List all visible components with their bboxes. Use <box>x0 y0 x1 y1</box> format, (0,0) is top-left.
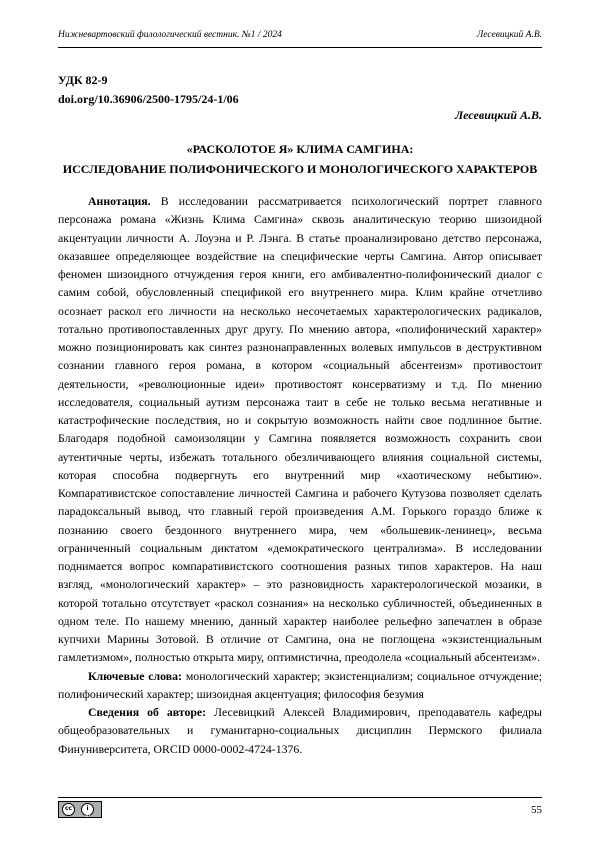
abstract-label: Аннотация. <box>88 194 151 208</box>
title-line-1: «РАСКОЛОТОЕ Я» КЛИМА САМГИНА: <box>186 142 414 156</box>
doi: doi.org/10.36906/2500-1795/24-1/06 <box>58 92 239 106</box>
author-info-text: Лесевицкий Алексей Владимирович, преподаватель кафедры общеобразовательных и гуманитарно-социальных дисциплин Пермского филиала Финуниверситета, ORCID 0000-0002-4724-1376. <box>58 705 542 756</box>
author-info-paragraph <box>58 703 542 758</box>
header-author: Лесевицкий А.В. <box>476 30 542 40</box>
keywords-label: Ключевые слова: <box>88 668 182 683</box>
abstract-paragraph <box>58 192 542 667</box>
journal-title: Нижневартовский филологический вестник. №1 / 2024 <box>58 30 282 40</box>
udk-code: УДК 82-9 <box>58 73 108 87</box>
page-number: 55 <box>531 804 542 816</box>
abstract-text: В исследовании рассматривается психологический портрет главного персонажа романа «Жизнь Клима Самгина» сквозь аналитическую теорию шизоидной акцентуации личности А. Лоуэна и Р. Лэнга. В статье проанализировано детство персонажа, оказавшее определяющее воздействие на специфические черты Самгина. Автор описывает феномен шизоидного отчуждения героя книги, его амбивалентно-полифонический диалог с самим собой, обусловленный спецификой его внутреннего мира. Клим крайне отчетливо осознает раскол его личности на несколько несочетаемых характерологических радикалов, тотально противопоставленных друг другу. По мнению автора, «полифонический характер» можно позиционировать как синтез разнонаправленных волевых импульсов в деструктивном сознании главного героя романа, в котором «социальный абсентеизм» противостоит деятельности, «революционные идеи» противостоят консерватизму и т.д. По мнению исследователя, социальный аутизм персонажа таит в себе не только весьма негативные и катастрофические последствия, но и сокрытую возможность найти свое подлинное бытие. Благодаря подобной самоизоляции у Самгина появляется возможность сохранить свои аутентичные черты, избежать тотального обезличивающего влияния социальной системы, которая способна подвергнуть его внутренний мир «хаотическому небытию». Компаративистское сопоставление личностей Самгина и рабочего Кутузова позволяет сделать парадоксальный вывод, что главный герой произведения А.М. Горького гораздо ближе к познанию своего бездонного внутреннего мира, чем «большевик-ленинец», весьма ограниченный социальным диктатом «демократического централизма». В исследовании поднимается вопрос компаративистского соотношения разных типов характеров. На наш взгляд, «монологический характер» – это разновидность характерологической мозаики, в которой тотально отсутствует «раскол сознания» на несколько субличностей, объединенных в одном теле. По нашему мнению, данный характер наиболее рельефно запечатлен в образе купчихи Марины Зотовой. В отличие от Самгина, она не поглощена «экзистенциальным гамлетизмом», полностью открыта миру, оптимистична, преодолела «социальный абсентеизм». <box>58 194 542 665</box>
cc-icon: cc <box>62 803 75 816</box>
keywords-text: монологический характер; экзистенциализм; социальное отчуждение; полифонический характер; шизоидная акцентуация; философия безумия <box>58 668 542 701</box>
article-body <box>58 192 542 758</box>
by-person-icon: i <box>81 803 94 816</box>
article-title <box>58 139 542 179</box>
article-meta <box>58 71 239 109</box>
title-line-2: ИССЛЕДОВАНИЕ ПОЛИФОНИЧЕСКОГО И МОНОЛОГИЧЕСКОГО ХАРАКТЕРОВ <box>62 162 538 176</box>
creative-commons-by-icon <box>58 801 102 818</box>
author-info-label: Сведения об авторе: <box>88 705 207 719</box>
keywords-paragraph <box>58 667 542 704</box>
footer-divider <box>58 797 542 798</box>
running-header <box>58 30 542 48</box>
by-label: BY <box>85 813 91 818</box>
article-author: Лесевицкий А.В. <box>454 108 542 122</box>
